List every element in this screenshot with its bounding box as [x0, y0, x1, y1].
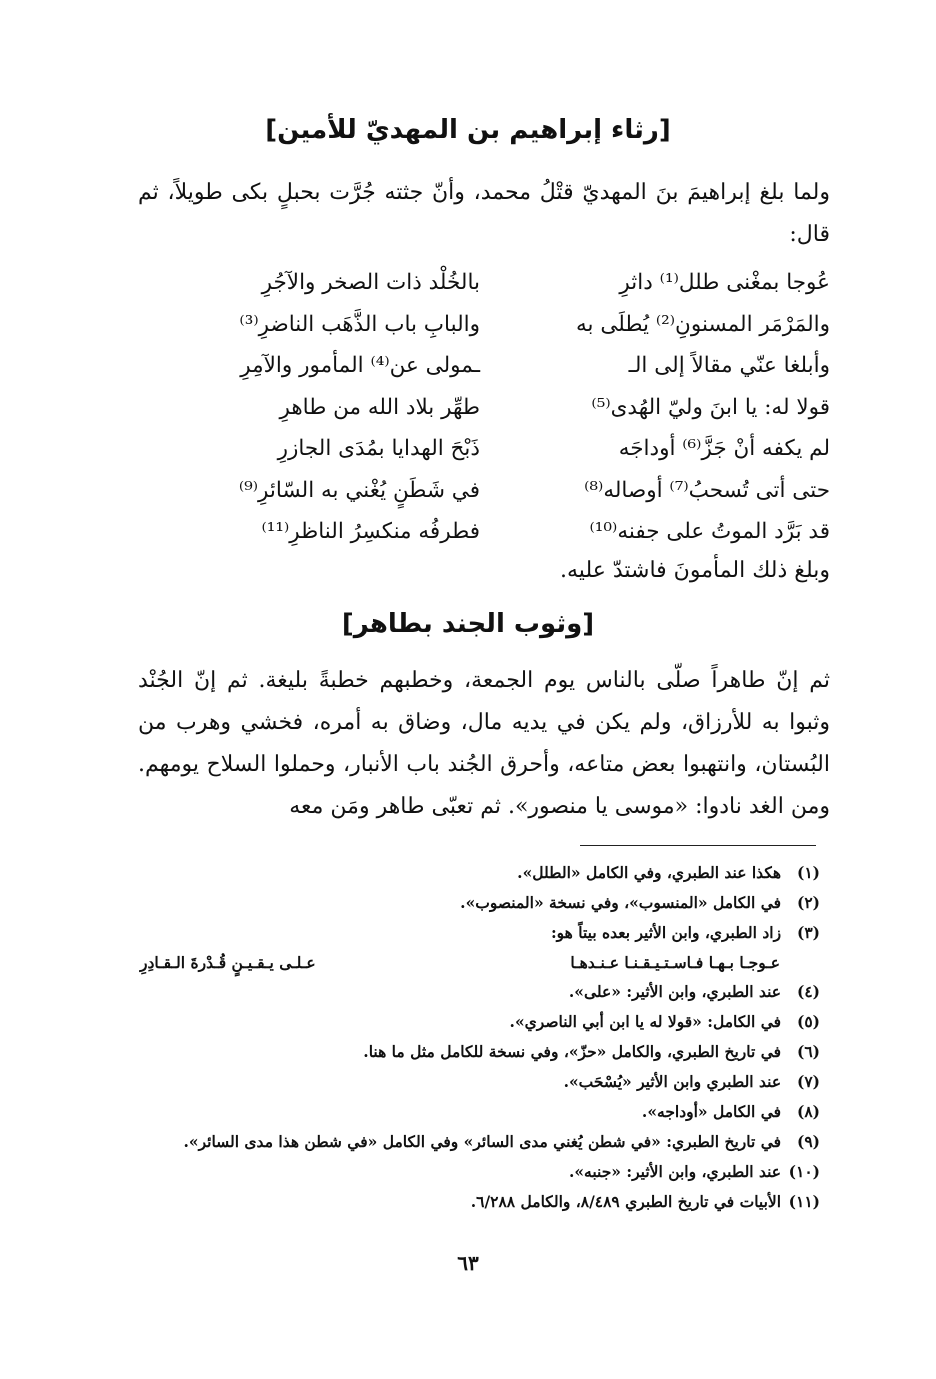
- verse-first-hemistich: قد بَرَّد الموتُ على جفنه⁽¹⁰⁾: [589, 519, 830, 544]
- footnote-text: عند الطبري، وابن الأثير: «جنبه».: [568, 1162, 782, 1181]
- footnote-text: عند الطبري وابن الأثير «يُسْحَب».: [563, 1072, 782, 1091]
- footnote: [130, 858, 820, 888]
- footnote-text: في الكامل: «قولا له يا ابن أبي الناصري».: [509, 1012, 782, 1031]
- poem-verse: [190, 345, 830, 387]
- poem-verse: [190, 511, 830, 553]
- verse-second-hemistich: فطرفُه منكسِرُ الناظرِ⁽¹¹⁾: [261, 519, 480, 544]
- poem-verse: [190, 428, 830, 470]
- footnote-number: (٩): [796, 1132, 820, 1151]
- footnote-text: زاد الطبري، وابن الأثير بعده بيتاً هو:: [550, 923, 782, 942]
- footnotes: [130, 858, 820, 1217]
- footnote: [130, 1127, 820, 1157]
- section-heading-revolt: [وثوب الجند بطاهر]: [341, 609, 595, 639]
- footnote-number: (٥): [796, 1012, 820, 1031]
- footnote-number: (٦): [796, 1042, 820, 1061]
- footnote-number: (١١): [788, 1192, 820, 1211]
- verse-second-hemistich: والبابِ باب الذَّهَب الناضرِ⁽³⁾: [239, 311, 480, 337]
- footnote-divider: [580, 845, 816, 846]
- footnote-number: (١): [796, 863, 820, 882]
- poem-verse: [190, 470, 830, 512]
- verse-second-hemistich: ـمولى عن⁽⁴⁾ المأمور والآمِرِ: [240, 353, 480, 378]
- verse-first-hemistich: حتى أتى تُسحبُ⁽⁷⁾ أوصاله⁽⁸⁾: [584, 477, 830, 503]
- verse-first-hemistich: وأبلغا عنّي مقالاً إلى الـ: [628, 353, 830, 378]
- poem-verse: [190, 304, 830, 346]
- footnote-text: في الكامل «أوداجه».: [641, 1102, 782, 1121]
- footnote: [130, 918, 820, 948]
- footnote-number: (١٠): [788, 1162, 820, 1181]
- intro-paragraph: ولما بلغ إبراهيمَ بنَ المهديّ قتْلُ محمد، وأنّ جثته جُرَّت بحبلٍ بكى طويلاً، ثم قال:: [138, 180, 830, 247]
- footnote: [130, 1037, 820, 1067]
- footnote-number: (٧): [796, 1072, 820, 1091]
- footnote: [130, 1067, 820, 1097]
- verse-second-hemistich: طهِّر بلاد الله من طاهرِ: [279, 394, 480, 420]
- footnote-text: في تاريخ الطبري، والكامل «حزّ»، وفي نسخة للكامل مثل ما هنا.: [363, 1042, 782, 1061]
- footnote-number: (٢): [796, 893, 820, 912]
- verse-second-hemistich: ذَبْحَ الهدايا بمُدَى الجازرِ: [277, 436, 480, 461]
- verse-first-hemistich: قولا له: يا ابنَ وليّ الهُدى⁽⁵⁾: [591, 394, 830, 420]
- footnote: [130, 1187, 820, 1217]
- footnote-text: هكذا عند الطبري، وفي الكامل «الطلل».: [517, 863, 782, 882]
- verse-second-hemistich: بالخُلْد ذات الصخر والآجُرِ: [261, 270, 480, 295]
- footnote-number: (٨): [796, 1102, 820, 1121]
- footnote-text: عند الطبري، وابن الأثير: «على».: [568, 982, 782, 1001]
- page-number: ٦٣: [457, 1251, 479, 1275]
- footnote-number: (٣): [796, 923, 820, 942]
- poem-verse: [190, 262, 830, 304]
- poem-verse: [190, 387, 830, 429]
- footnote-text: في الكامل «المنسوب»، وفي نسخة «المنصوب».: [460, 893, 782, 912]
- verse-first-hemistich: لم يكفه أنْ جَزَّ⁽⁶⁾ أوداجَه: [618, 436, 830, 461]
- verse-second-hemistich: في شَطَنٍ يُغْني به السّائرِ⁽⁹⁾: [238, 477, 480, 503]
- footnote-verse-first-hemistich: عـوجـا بـهـا فـاسـتـيـقـنـا عـنـدهـا: [570, 953, 780, 972]
- poem: [190, 262, 830, 553]
- footnote-text: في تاريخ الطبري: «في شطن يُغني مدى السائر» وفي الكامل «في شطن هذا مدى السائر».: [183, 1132, 782, 1151]
- footnote: [130, 888, 820, 918]
- closing-line: وبلغ ذلك المأمونَ فاشتدّ عليه.: [560, 558, 830, 583]
- footnote-verse-second-hemistich: عـلـى يـقـيـنٍ قُـدْرةَ الـقـادِرِ: [140, 953, 316, 972]
- footnote: [130, 977, 820, 1007]
- footnote-verse: [130, 948, 820, 977]
- verse-first-hemistich: عُوجا بمغْنى طلل⁽¹⁾ داثرِ: [619, 270, 830, 295]
- verse-first-hemistich: والمَرْمَر المسنونِ⁽²⁾ يُطلَى به: [576, 311, 830, 337]
- footnote-text: الأبيات في تاريخ الطبري ٨/٤٨٩، والكامل ٦/٢٨٨.: [470, 1192, 782, 1211]
- footnote: [130, 1097, 820, 1127]
- revolt-paragraph: ثم إنّ طاهراً صلّى بالناس يوم الجمعة، وخطبهم خطبةً بليغة. ثم إنّ الجُنْد وثبوا به للأرزاق، ولم يكن في يديه مال، وضاق به أمره، فخشي وهرب من البُستان، وانتهبوا بعض متاعه، وأحرق الجُند باب الأنبار، وحملوا السلاح يومهم. ومن الغد نادوا: «موسى يا منصور». ثم تعبّى طاهر ومَن معه: [138, 668, 831, 819]
- footnote: [130, 1157, 820, 1187]
- footnote: [130, 1007, 820, 1037]
- footnote-number: (٤): [796, 982, 820, 1001]
- section-heading-lament: [رثاء إبراهيم بن المهديّ للأمين]: [265, 115, 671, 145]
